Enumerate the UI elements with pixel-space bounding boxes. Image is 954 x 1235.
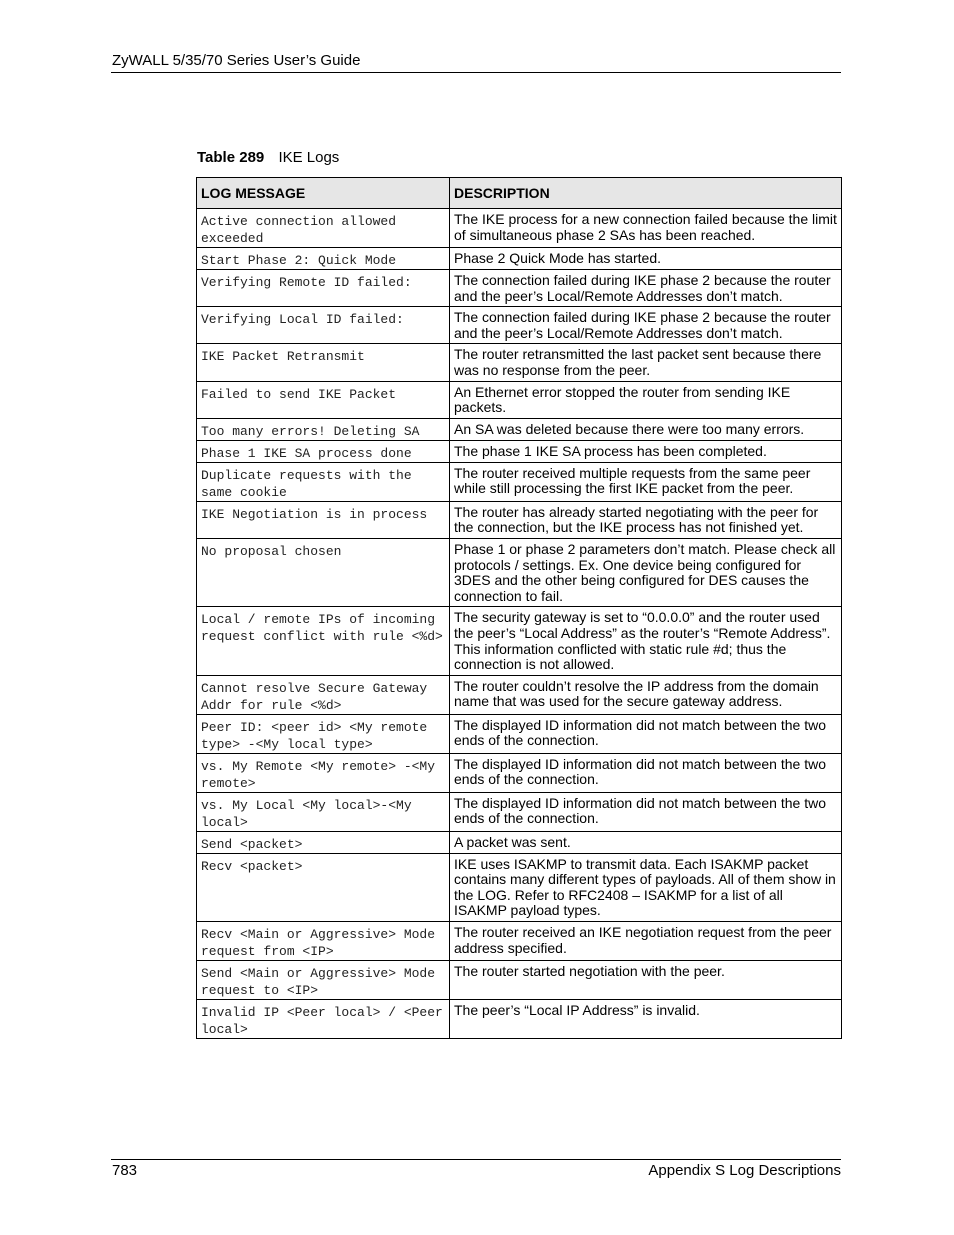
log-message-cell: IKE Negotiation is in process [197, 501, 450, 538]
table-row [197, 538, 842, 606]
table-row [197, 440, 842, 462]
log-message-cell: Phase 1 IKE SA process done [197, 440, 450, 462]
description-cell: The displayed ID information did not match between the two ends of the connection. [450, 714, 842, 753]
description-cell: An SA was deleted because there were too many errors. [450, 418, 842, 440]
table-row [197, 714, 842, 753]
log-message-cell: Duplicate requests with the same cookie [197, 462, 450, 501]
description-cell: The displayed ID information did not match between the two ends of the connection. [450, 792, 842, 831]
table-row [197, 248, 842, 270]
description-cell: The router retransmitted the last packet sent because there was no response from the peer. [450, 344, 842, 381]
log-message-cell: Cannot resolve Secure Gateway Addr for rule <%d> [197, 675, 450, 714]
log-message-cell: Local / remote IPs of incoming request conflict with rule <%d> [197, 607, 450, 675]
log-message-cell: Active connection allowed exceeded [197, 209, 450, 248]
description-cell: The router received an IKE negotiation request from the peer address specified. [450, 922, 842, 961]
description-cell: The connection failed during IKE phase 2 because the router and the peer’s Local/Remote Addresses don’t match. [450, 270, 842, 307]
log-message-cell: Verifying Remote ID failed: [197, 270, 450, 307]
log-message-cell: IKE Packet Retransmit [197, 344, 450, 381]
log-message-cell: Invalid IP <Peer local> / <Peer local> [197, 1000, 450, 1039]
log-message-cell: Failed to send IKE Packet [197, 381, 450, 418]
table-row [197, 462, 842, 501]
table-row [197, 675, 842, 714]
table-row [197, 307, 842, 344]
table-row [197, 753, 842, 792]
table-row [197, 831, 842, 853]
table-row [197, 961, 842, 1000]
table-row [197, 922, 842, 961]
description-cell: Phase 1 or phase 2 parameters don’t match. Please check all protocols / settings. Ex. One device being configured for 3DES and the other being configured for DES causes the connection to fail. [450, 538, 842, 606]
log-message-cell: Send <Main or Aggressive> Mode request to <IP> [197, 961, 450, 1000]
log-message-cell: Verifying Local ID failed: [197, 307, 450, 344]
table-row [197, 209, 842, 248]
table-row [197, 607, 842, 675]
page-number: 783 [112, 1162, 138, 1179]
description-cell: The phase 1 IKE SA process has been completed. [450, 440, 842, 462]
log-message-cell: vs. My Remote <My remote> -<My remote> [197, 753, 450, 792]
description-cell: IKE uses ISAKMP to transmit data. Each ISAKMP packet contains many different types of payloads. All of them show in the LOG. Refer to RFC2408 – ISAKMP for a list of all ISAKMP payload types. [450, 853, 842, 921]
table-row [197, 418, 842, 440]
table-row [197, 501, 842, 538]
ike-logs-table [196, 177, 842, 1039]
table-number: Table 289 [197, 149, 265, 166]
description-cell: The connection failed during IKE phase 2 because the router and the peer’s Local/Remote Addresses don’t match. [450, 307, 842, 344]
running-header: ZyWALL 5/35/70 Series User’s Guide [112, 52, 361, 69]
table-row [197, 792, 842, 831]
table-row [197, 381, 842, 418]
description-cell: The router has already started negotiating with the peer for the connection, but the IKE process has not finished yet. [450, 501, 842, 538]
log-message-cell: Too many errors! Deleting SA [197, 418, 450, 440]
log-message-cell: Recv <Main or Aggressive> Mode request from <IP> [197, 922, 450, 961]
table-row [197, 344, 842, 381]
description-cell: An Ethernet error stopped the router from sending IKE packets. [450, 381, 842, 418]
column-header-description: DESCRIPTION [450, 178, 842, 209]
table-header-row [197, 178, 842, 209]
description-cell: The displayed ID information did not match between the two ends of the connection. [450, 753, 842, 792]
table-title: IKE Logs [278, 149, 340, 166]
description-cell: The router couldn’t resolve the IP address from the domain name that was used for the secure gateway address. [450, 675, 842, 714]
description-cell: The router received multiple requests from the same peer while still processing the first IKE packet from the peer. [450, 462, 842, 501]
table-caption [197, 149, 339, 166]
header-rule [111, 72, 841, 73]
table-row [197, 853, 842, 921]
log-message-cell: Send <packet> [197, 831, 450, 853]
table-row [197, 1000, 842, 1039]
description-cell: A packet was sent. [450, 831, 842, 853]
column-header-log-message: LOG MESSAGE [197, 178, 450, 209]
log-message-cell: No proposal chosen [197, 538, 450, 606]
log-message-cell: Peer ID: <peer id> <My remote type> -<My local type> [197, 714, 450, 753]
description-cell: Phase 2 Quick Mode has started. [450, 248, 842, 270]
description-cell: The peer’s “Local IP Address” is invalid. [450, 1000, 842, 1039]
log-message-cell: vs. My Local <My local>-<My local> [197, 792, 450, 831]
section-title: Appendix S Log Descriptions [648, 1162, 841, 1179]
description-cell: The router started negotiation with the peer. [450, 961, 842, 1000]
footer-rule [111, 1159, 841, 1160]
description-cell: The IKE process for a new connection failed because the limit of simultaneous phase 2 SAs has been reached. [450, 209, 842, 248]
table-row [197, 270, 842, 307]
description-cell: The security gateway is set to “0.0.0.0” and the router used the peer’s “Local Address” as the router’s “Remote Address”. This information conflicted with static rule #d; thus the connection is not allowed. [450, 607, 842, 675]
log-message-cell: Recv <packet> [197, 853, 450, 921]
log-message-cell: Start Phase 2: Quick Mode [197, 248, 450, 270]
